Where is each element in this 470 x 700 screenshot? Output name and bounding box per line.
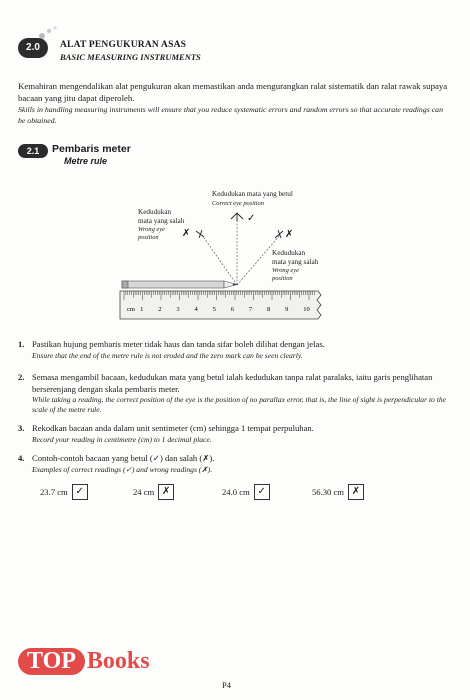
- reading-value: 23.7 cm: [40, 487, 68, 497]
- ruler-number-label: 1: [140, 306, 144, 313]
- reading-example: [40, 484, 88, 500]
- ruler-number-label: 5: [212, 306, 216, 313]
- subsection-subtitle: Metre rule: [64, 156, 108, 166]
- cross-icon: ✗: [348, 484, 364, 500]
- check-icon: ✓: [247, 213, 256, 224]
- topbooks-watermark: [18, 648, 150, 675]
- intro-english: Skills in handling measuring instruments will ensure that you reduce systematic errors and random errors so that accurate readings can be obtained.: [18, 105, 443, 125]
- list-item: Contoh-contoh bacaan yang betul (✓) dan salah (✗). Examples of correct readings (✓) and wrong readings (✗).: [32, 453, 215, 474]
- ruler-number-label: 8: [267, 306, 271, 313]
- correct-eye-label: Kedudukan mata yang betul: [212, 190, 293, 198]
- cross-icon: ✗: [158, 484, 174, 500]
- list-item: Pastikan hujung pembaris meter tidak haus dan tanda sifar boleh dilihat dengan jelas. Ensure that the end of the metre rule is not eroded and the zero mark can be seen clearly.: [32, 339, 325, 360]
- watermark-books: Books: [86, 648, 150, 674]
- ruler-number-label: 10: [303, 306, 310, 313]
- intro-malay: Kemahiran mengendalikan alat pengukuran akan memastikan anda mengurangkan ralat sistematik dan ralat rawak supaya bacaan yang jitu dapat diperoleh.: [18, 81, 448, 103]
- correct-eye-icon: [231, 213, 243, 221]
- ruler-number-label: 3: [176, 306, 180, 313]
- watermark-top: TOP: [18, 648, 85, 675]
- page-number: P4: [222, 680, 231, 690]
- section-title: ALAT PENGUKURAN ASAS: [60, 40, 187, 50]
- section-number-badge: 2.0: [18, 38, 48, 58]
- correct-eye-label-en: Correct eye position: [212, 200, 264, 207]
- reading-value: 56.30 cm: [312, 487, 344, 497]
- wrong-eye-right-icon: [275, 230, 283, 238]
- ruler-number-label: 4: [194, 306, 198, 313]
- check-icon: ✓: [72, 484, 88, 500]
- reading-example: [312, 484, 364, 500]
- check-icon: ✓: [254, 484, 270, 500]
- item-number: 1.: [18, 339, 25, 349]
- list-item: Semasa mengambil bacaan, kedudukan mata yang betul ialah kedudukan tanpa ralat paralaks, iaitu garis penglihatan berserenjang dengan skala pembaris meter. While taking a reading, the correct position of the eye is the position of no parallax error, that is, the line of sight is perpendicular to the scale of the metre rule.: [32, 372, 447, 414]
- list-item: Rekodkan bacaan anda dalam unit sentimeter (cm) sehingga 1 tempat perpuluhan. Record your reading in centimetre (cm) to 1 decimal place.: [32, 423, 314, 444]
- wrong-eye-left-label: Kedudukan mata yang salah Wrong eye position: [138, 208, 185, 241]
- subsection-number-badge: 2.1: [18, 144, 48, 158]
- cross-icon: ✗: [182, 228, 191, 239]
- reading-example: [133, 484, 174, 500]
- metre-rule-icon: [120, 291, 321, 319]
- ruler-unit-label: cm: [127, 306, 135, 313]
- item-number: 2.: [18, 372, 25, 382]
- item-number: 3.: [18, 423, 25, 433]
- ruler-number-label: 2: [158, 306, 162, 313]
- reading-value: 24.0 cm: [222, 487, 250, 497]
- wrong-eye-left-icon: [196, 230, 204, 238]
- subsection-title: Pembaris meter: [52, 143, 131, 155]
- cross-icon: ✗: [285, 229, 294, 240]
- reading-value: 24 cm: [133, 487, 155, 497]
- item-number: 4.: [18, 453, 25, 463]
- ruler-number-label: 9: [285, 306, 289, 313]
- metre-rule-diagram: [110, 205, 340, 325]
- wrong-eye-right-label: Kedudukan mata yang salah Wrong eye position: [272, 249, 319, 282]
- ruler-number-label: 7: [248, 306, 253, 313]
- section-subtitle: BASIC MEASURING INSTRUMENTS: [60, 52, 201, 62]
- reading-example: [222, 484, 270, 500]
- ruler-number-label: 6: [230, 306, 235, 313]
- pencil-icon: [122, 281, 237, 288]
